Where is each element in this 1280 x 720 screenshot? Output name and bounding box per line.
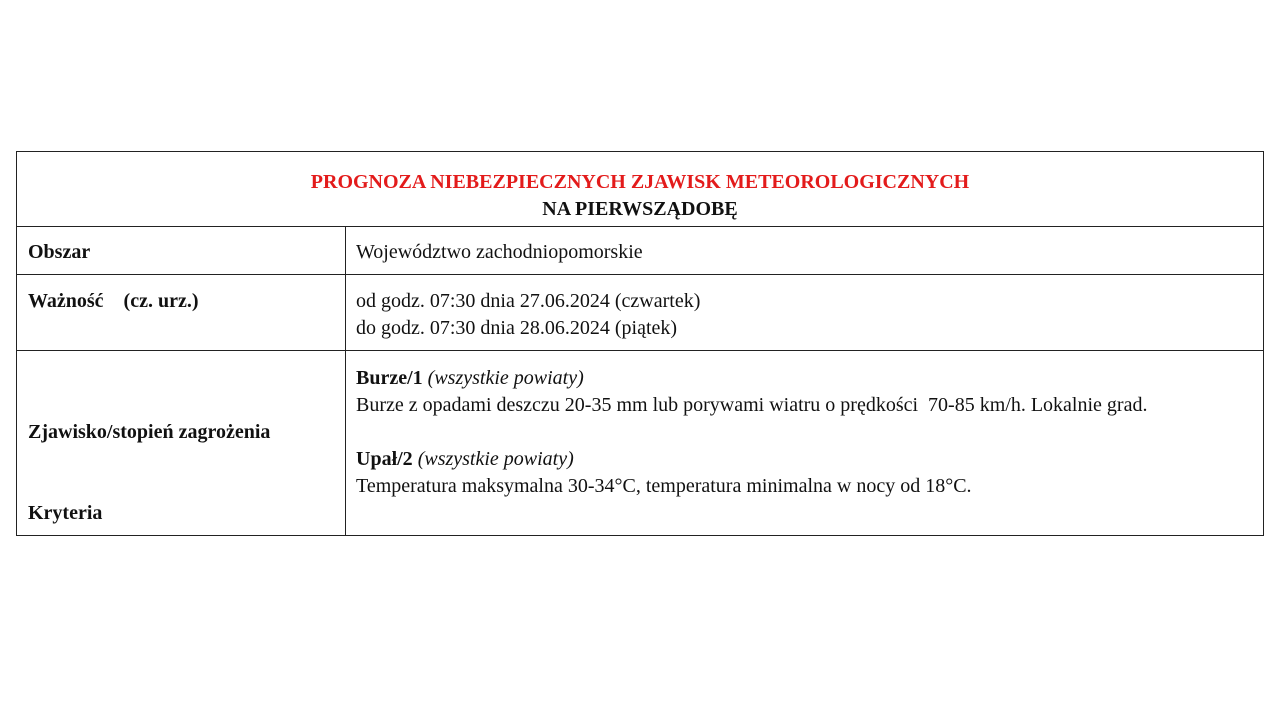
validity-label: Ważność (cz. urz.) xyxy=(28,290,199,312)
area-label: Obszar xyxy=(28,241,91,263)
warning-subtitle: NA PIERWSZĄDOBĘ xyxy=(542,198,738,220)
phenomena-label-line1: Zjawisko/stopień zagrożenia xyxy=(28,421,271,443)
validity-to: do godz. 07:30 dnia 28.06.2024 (piątek) xyxy=(356,317,678,339)
table-header xyxy=(17,152,1263,227)
warning-title: PROGNOZA NIEBEZPIECZNYCH ZJAWISK METEOROLOGICZNYCH xyxy=(310,171,970,193)
phenomenon-heat-description: Temperatura maksymalna 30-34°C, temperatura minimalna w nocy od 18°C. xyxy=(356,475,972,497)
warning-table xyxy=(16,151,1264,536)
area-value xyxy=(356,239,1233,266)
validity-value xyxy=(356,288,1233,342)
validity-from: od godz. 07:30 dnia 27.06.2024 (czwartek) xyxy=(356,290,701,312)
phenomenon-heat-scope: (wszystkie powiaty) xyxy=(417,448,574,470)
phenomena-label-line2: Kryteria xyxy=(28,502,103,524)
phenomenon-heat xyxy=(356,446,1233,473)
phenomenon-heat-name: Upał/2 xyxy=(356,448,413,470)
phenomenon-storms-scope: (wszystkie powiaty) xyxy=(427,367,584,389)
phenomenon-storms xyxy=(356,365,1233,392)
phenomenon-storms-name: Burze/1 xyxy=(356,367,423,389)
phenomenon-storms-description: Burze z opadami deszczu 20-35 mm lub porywami wiatru o prędkości 70-85 km/h. Lokalnie grad. xyxy=(356,394,1148,416)
area-value-line: Województwo zachodniopomorskie xyxy=(356,241,643,263)
spacer xyxy=(356,419,1233,446)
phenomena-label xyxy=(28,365,270,581)
phenomena-value xyxy=(356,365,1233,500)
